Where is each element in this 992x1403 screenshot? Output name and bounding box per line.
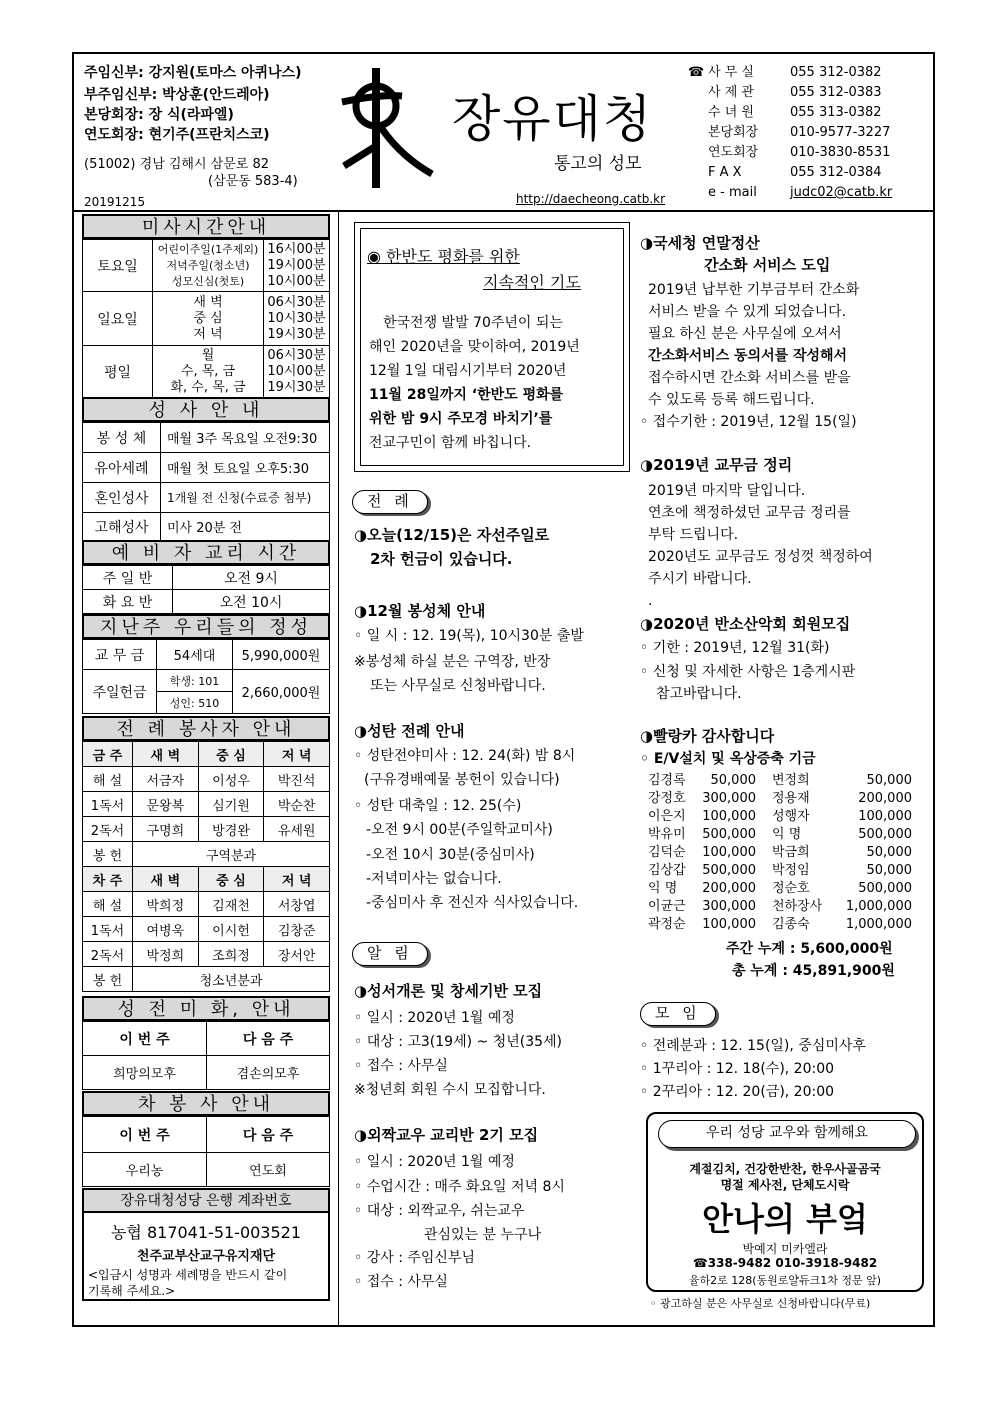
donor-amount: 100,000 xyxy=(858,809,912,824)
donor-amount: 1,000,000 xyxy=(845,899,912,914)
ad-shop-name: 안나의 부엌 xyxy=(702,1200,868,1238)
bank-title: 장유대청성당 은행 계좌번호 xyxy=(82,1188,330,1213)
mass-time: 16시00분 xyxy=(267,241,326,257)
contact-value: 055 313-0382 xyxy=(790,105,882,120)
donor-amount: 50,000 xyxy=(710,773,756,788)
contact-value: 010-3830-8531 xyxy=(790,145,891,160)
server-name: 구명희 xyxy=(133,817,199,842)
mass-name: 월 xyxy=(201,347,215,363)
donor-name: 김경록 xyxy=(648,773,686,788)
servers-header: 저 녁 xyxy=(264,742,330,767)
donor-name: 정순호 xyxy=(772,881,810,896)
mass-name: 화, 수, 목, 금 xyxy=(170,379,246,395)
sacrament-name: 고해성사 xyxy=(83,513,161,541)
server-name: 서금자 xyxy=(133,767,199,792)
cumulative-total: 총 누계 : 45,891,900원 xyxy=(732,963,895,979)
ad-line: 계절김치, 건강한반찬, 한우사골곰국 xyxy=(689,1162,881,1176)
ad-note: ◦ 광고하실 분은 사무실로 신청바랍니다(무료) xyxy=(650,1297,871,1310)
prayer-line: 12월 1일 대림시기부터 2020년 xyxy=(369,363,567,379)
server-role: 2독서 xyxy=(83,817,133,842)
contact-label: 사 무 실 xyxy=(708,65,754,80)
liturgy-pill: 전 례 xyxy=(352,490,428,514)
servers-header: 중 심 xyxy=(198,742,264,767)
server-name: 박희정 xyxy=(133,892,199,917)
mass-day: 토요일 xyxy=(83,240,153,292)
donor-amount: 100,000 xyxy=(702,845,756,860)
hiking-line: ◦ 기한 : 2019년, 12월 31(화) xyxy=(640,640,830,656)
donor-name: 이은지 xyxy=(648,809,686,824)
bible-class-title: ◑성서개론 및 창세기반 모집 xyxy=(354,982,543,1000)
next-week-value: 연도회 xyxy=(207,1153,330,1187)
page-subtitle: 통고의 성모 xyxy=(554,154,642,174)
class-time: 오전 10시 xyxy=(173,590,330,614)
donor-row xyxy=(648,844,756,862)
church-logo-icon xyxy=(340,66,460,196)
donor-row xyxy=(648,826,756,844)
tax-line: 수 있도록 등록 해드립니다. xyxy=(648,392,815,408)
catechumen-title: 예 비 자 교리 시간 xyxy=(82,540,330,565)
prayer-line: 해인 2020년을 맞이하여, 2019년 xyxy=(369,339,580,355)
pastor-line: 본당회장: 장 식(라파엘) xyxy=(84,107,234,123)
hiking-line: ◦ 신청 및 자세한 사항은 1층게시판 xyxy=(640,664,856,680)
mass-time: 19시30분 xyxy=(267,326,326,342)
donor-name: 이균근 xyxy=(648,899,686,914)
mass-name: 저 녁 xyxy=(193,326,223,342)
server-name: 김재천 xyxy=(198,892,264,917)
this-week-value: 희망의모후 xyxy=(83,1056,207,1090)
contact-value: 055 312-0382 xyxy=(790,65,882,80)
contact-value: 010-9577-3227 xyxy=(790,125,891,140)
bank-note xyxy=(88,1267,328,1299)
donor-amount: 500,000 xyxy=(702,827,756,842)
bible-class-line: ◦ 대상 : 고3(19세) ~ 청년(35세) xyxy=(354,1034,563,1050)
tithe-title: ◑2019년 교무금 정리 xyxy=(640,456,793,474)
sacrament-info: 1개월 전 신청(수료증 첨부) xyxy=(161,483,330,513)
server-role: 1독서 xyxy=(83,917,133,942)
mass-times-title: 미사시간안내 xyxy=(82,214,330,239)
tax-line: 필요 하신 분은 사무실에 오셔서 xyxy=(648,326,842,342)
communion-line: ◦ 일 시 : 12. 19(목), 10시30분 출발 xyxy=(354,628,584,644)
mass-time: 10시00분 xyxy=(267,273,326,289)
server-group: 청소년분과 xyxy=(133,967,330,992)
donor-amount: 500,000 xyxy=(702,863,756,878)
mass-time: 19시30분 xyxy=(267,379,326,395)
donor-row xyxy=(772,826,912,844)
catechumen-table xyxy=(82,565,330,614)
address-line2: (삼문동 583-4) xyxy=(208,174,298,189)
adult-count: 성인: 510 xyxy=(157,692,233,714)
contact-label: 본당회장 xyxy=(708,125,759,140)
contact-value: 055 312-0383 xyxy=(790,85,882,100)
server-role: 2독서 xyxy=(83,942,133,967)
bank-note-line: 기록해 주세요.> xyxy=(88,1284,176,1298)
donor-row xyxy=(648,862,756,880)
servers-title: 전 례 봉사자 안내 xyxy=(82,716,330,741)
bank-note-line: <입금시 성명과 세례명을 반드시 같이 xyxy=(88,1268,288,1282)
servers-header: 중 심 xyxy=(198,867,264,892)
servers-header: 차 주 xyxy=(83,867,133,892)
mass-name: 새 벽 xyxy=(193,294,223,310)
contact-label: 연도회장 xyxy=(708,145,759,160)
christmas-line: -오전 9시 00분(주일학교미사) xyxy=(366,822,553,838)
meetings-pill: 모 임 xyxy=(640,1002,716,1026)
donor-name: 천하장사 xyxy=(772,899,823,914)
ad-owner: 박예지 미카엘라 xyxy=(742,1242,828,1256)
ad-address: 율하2로 128(동원로얄듀크1차 정문 앞) xyxy=(688,1274,882,1287)
christmas-line: -중심미사 후 전신자 식사있습니다. xyxy=(366,895,579,911)
donor-amount: 50,000 xyxy=(866,845,912,860)
server-name: 박정희 xyxy=(133,942,199,967)
student-count: 학생: 101 xyxy=(157,670,233,692)
charity-sunday-line: 2차 헌금이 있습니다. xyxy=(370,550,513,568)
donor-name: 박유미 xyxy=(648,827,686,842)
communion-line: 또는 사무실로 신청바랍니다. xyxy=(370,678,546,694)
tax-line: 서비스 받을 수 있게 되었습니다. xyxy=(648,304,847,320)
tax-line: 2019년 납부한 기부금부터 간소화 xyxy=(648,282,860,298)
offering-table xyxy=(82,639,330,714)
donor-name: 박정임 xyxy=(772,863,810,878)
mass-time: 19시00분 xyxy=(267,257,326,273)
donor-name: 익 명 xyxy=(648,881,678,896)
mass-time: 10시00분 xyxy=(267,363,326,379)
contact-label: 사 제 관 xyxy=(708,85,754,100)
donor-name: 박금희 xyxy=(772,845,810,860)
sacrament-name: 봉 성 체 xyxy=(83,423,161,453)
christmas-line: ◦ 성탄 대축일 : 12. 25(수) xyxy=(354,798,522,814)
communion-line: ※봉성체 하실 분은 구역장, 반장 xyxy=(354,654,551,670)
donor-amount: 1,000,000 xyxy=(845,917,912,932)
sacrament-info: 매월 첫 토요일 오후5:30 xyxy=(161,453,330,483)
server-name: 심기원 xyxy=(198,792,264,817)
prayer-box xyxy=(354,222,630,472)
notice-pill: 알 림 xyxy=(352,942,428,966)
servers-table xyxy=(82,741,330,992)
donor-name: 성행자 xyxy=(772,809,810,824)
donor-row xyxy=(648,790,756,808)
donor-row xyxy=(648,772,756,790)
server-name: 박순찬 xyxy=(264,792,330,817)
next-week-label: 다 음 주 xyxy=(207,1022,330,1056)
flowers-table xyxy=(82,1021,330,1090)
server-name: 이성우 xyxy=(198,767,264,792)
mixed-faith-line: ◦ 일시 : 2020년 1월 예정 xyxy=(354,1154,515,1170)
server-role: 봉 헌 xyxy=(83,967,133,992)
this-week-label: 이 번 주 xyxy=(83,1117,207,1153)
donor-name: 정용재 xyxy=(772,791,810,806)
offering-title: 지난주 우리들의 정성 xyxy=(82,614,330,639)
ad-header: 우리 성당 교우와 함께해요 xyxy=(658,1120,916,1148)
mass-day: 일요일 xyxy=(83,292,153,346)
donor-name: 변정희 xyxy=(772,773,810,788)
donor-amount: 50,000 xyxy=(866,863,912,878)
mixed-faith-line: ◦ 대상 : 외짝교우, 쉬는교우 xyxy=(354,1203,525,1219)
donor-name: 강정호 xyxy=(648,791,686,806)
server-name: 장서안 xyxy=(264,942,330,967)
tax-body xyxy=(640,279,860,433)
hiking-title: ◑2020년 반소산악회 회원모집 xyxy=(640,615,851,633)
next-week-label: 다 음 주 xyxy=(207,1117,330,1153)
tea-table xyxy=(82,1116,330,1187)
mass-time: 10시30분 xyxy=(267,310,326,326)
mass-name: 저녁주일(청소년) xyxy=(166,258,250,272)
bible-class-line: ◦ 접수 : 사무실 xyxy=(354,1058,448,1074)
ad-line: 명절 제사전, 단체도시락 xyxy=(720,1178,850,1192)
bank-holder: 천주교부산교구유지재단 xyxy=(136,1249,276,1264)
donor-name: 곽정순 xyxy=(648,917,686,932)
christmas-line: (구유경배예물 봉헌이 있습니다) xyxy=(364,772,560,788)
donor-row xyxy=(772,772,912,790)
mixed-faith-line: ◦ 접수 : 사무실 xyxy=(354,1274,448,1290)
pastor-line: 연도회장: 현기주(프란치스코) xyxy=(84,127,270,143)
tithe-line: 부탁 드립니다. xyxy=(648,527,739,543)
prayer-title: ◉ 한반도 평화를 위한 xyxy=(367,247,520,266)
christmas-line: -저녁미사는 없습니다. xyxy=(366,871,502,887)
server-role: 해 설 xyxy=(83,892,133,917)
issue-date: 20191215 xyxy=(84,195,146,209)
sacrament-table xyxy=(82,422,330,541)
donor-row xyxy=(648,916,756,934)
this-week-value: 우리농 xyxy=(83,1153,207,1187)
donor-amount: 100,000 xyxy=(702,917,756,932)
thanks-title: ◑빨랑카 감사합니다 xyxy=(640,727,775,745)
mass-time: 06시30분 xyxy=(267,294,326,310)
server-name: 조희정 xyxy=(198,942,264,967)
address-line1: (51002) 경남 김해시 삼문로 82 xyxy=(84,157,270,172)
tithe-line: . xyxy=(648,593,653,609)
tithe-label: 교 무 금 xyxy=(83,640,157,670)
tithe-line: 2019년 마지막 달입니다. xyxy=(648,483,806,499)
sacrament-name: 유아세례 xyxy=(83,453,161,483)
bible-class-line: ◦ 일시 : 2020년 1월 예정 xyxy=(354,1010,515,1026)
donor-name: 김종숙 xyxy=(772,917,810,932)
prayer-line: 전교구민이 함께 바칩니다. xyxy=(369,435,532,451)
server-group: 구역분과 xyxy=(133,842,330,867)
donor-amount: 50,000 xyxy=(866,773,912,788)
sunday-offering-amount: 2,660,000원 xyxy=(233,670,330,714)
this-week-label: 이 번 주 xyxy=(83,1022,207,1056)
mixed-faith-line: ◦ 수업시간 : 매주 화요일 저녁 8시 xyxy=(354,1179,565,1195)
server-name: 김창준 xyxy=(264,917,330,942)
column-divider xyxy=(338,212,339,1327)
next-week-value: 겸손의모후 xyxy=(207,1056,330,1090)
donor-name: 김덕순 xyxy=(648,845,686,860)
mixed-faith-line: ◦ 강사 : 주임신부님 xyxy=(354,1250,475,1266)
class-name: 화 요 반 xyxy=(83,590,173,614)
prayer-title-2: 지속적인 기도 xyxy=(483,273,581,292)
server-name: 박진석 xyxy=(264,767,330,792)
contact-label: e - mail xyxy=(708,185,757,200)
server-role: 1독서 xyxy=(83,792,133,817)
servers-header: 새 벽 xyxy=(133,742,199,767)
server-role: 봉 헌 xyxy=(83,842,133,867)
donor-row xyxy=(648,880,756,898)
donor-amount: 300,000 xyxy=(702,899,756,914)
tax-line: ◦ 접수기한 : 2019년, 12월 15(일) xyxy=(640,414,857,430)
donor-list-right xyxy=(772,772,912,934)
tax-line: 간소화서비스 동의서를 작성해서 xyxy=(648,348,848,364)
mass-name: 성모신심(첫토) xyxy=(171,274,245,288)
email-link[interactable]: judc02@catb.kr xyxy=(790,185,893,200)
server-name: 여병욱 xyxy=(133,917,199,942)
tithe-line: 2020년도 교무금도 정성껏 책정하여 xyxy=(648,549,873,565)
tax-title-2: 간소화 서비스 도입 xyxy=(704,256,831,274)
sunday-offering-label: 주일헌금 xyxy=(83,670,157,714)
mass-time: 06시30분 xyxy=(267,347,326,363)
ad-box xyxy=(646,1112,924,1292)
meeting-line: ◦ 전례분과 : 12. 15(일), 중심미사후 xyxy=(640,1038,866,1054)
bible-class-line: ※청년회 회원 수시 모집합니다. xyxy=(354,1082,546,1098)
bank-account: 농협 817041-51-003521 xyxy=(110,1223,302,1242)
contact-label: 수 녀 원 xyxy=(708,105,754,120)
servers-header: 새 벽 xyxy=(133,867,199,892)
contact-label: F A X xyxy=(708,165,742,180)
sacrament-info: 매월 3주 목요일 오전9:30 xyxy=(161,423,330,453)
prayer-body xyxy=(369,311,625,455)
communion-title: ◑12월 봉성체 안내 xyxy=(354,602,486,620)
mass-name: 어린이주일(1주제외) xyxy=(157,242,259,256)
sacrament-title: 성 사 안 내 xyxy=(82,397,330,422)
donor-row xyxy=(772,898,912,916)
donor-amount: 200,000 xyxy=(702,881,756,896)
class-time: 오전 9시 xyxy=(173,566,330,590)
donor-amount: 500,000 xyxy=(858,881,912,896)
server-name: 서창엽 xyxy=(264,892,330,917)
bank-box xyxy=(82,1213,330,1301)
donor-amount: 100,000 xyxy=(702,809,756,824)
christmas-line: ◦ 성탄전야미사 : 12. 24(화) 밤 8시 xyxy=(354,748,576,764)
sacrament-name: 혼인성사 xyxy=(83,483,161,513)
hiking-line: 참고바랍니다. xyxy=(656,686,742,702)
server-name: 유세원 xyxy=(264,817,330,842)
mixed-faith-line: 관심있는 분 누구나 xyxy=(424,1227,542,1243)
flowers-title: 성 전 미 화, 안내 xyxy=(82,996,330,1021)
donor-amount: 200,000 xyxy=(858,791,912,806)
donor-row xyxy=(772,916,912,934)
thanks-subtitle: ◦ E/V설치 및 옥상증축 기금 xyxy=(640,751,816,767)
mass-day: 평일 xyxy=(83,346,153,398)
donor-row xyxy=(772,790,912,808)
page-title: 장유대청 xyxy=(452,90,654,148)
tax-title: ◑국세청 연말정산 xyxy=(640,234,760,252)
prayer-line: 위한 밤 9시 주모경 바치기’를 xyxy=(369,411,553,427)
donor-row xyxy=(772,862,912,880)
mixed-faith-title: ◑외짝교우 교리반 2기 모집 xyxy=(354,1126,539,1144)
phone-icon: ☎ xyxy=(688,65,705,80)
meeting-line: ◦ 2꾸리아 : 12. 20(금), 20:00 xyxy=(640,1084,835,1100)
tithe-count: 54세대 xyxy=(157,640,233,670)
server-name: 문왕복 xyxy=(133,792,199,817)
christmas-line: -오전 10시 30분(중심미사) xyxy=(366,847,535,863)
mass-name: 수, 목, 금 xyxy=(180,363,236,379)
servers-header: 저 녁 xyxy=(264,867,330,892)
mass-times-table xyxy=(82,239,330,398)
tithe-amount: 5,990,000원 xyxy=(233,640,330,670)
contact-value: 055 312-0384 xyxy=(790,165,882,180)
server-name: 이시헌 xyxy=(198,917,264,942)
prayer-line: 11월 28일까지 ‘한반도 평화를 xyxy=(369,387,564,403)
website-link[interactable]: http://daecheong.catb.kr xyxy=(516,192,666,206)
tea-title: 차 봉 사 안내 xyxy=(82,1091,330,1116)
mass-name: 중 심 xyxy=(193,310,223,326)
weekly-total: 주간 누계 : 5,600,000원 xyxy=(726,941,893,957)
donor-row xyxy=(772,880,912,898)
prayer-line: 한국전쟁 발발 70주년이 되는 xyxy=(383,315,563,331)
tax-line: 접수하시면 간소화 서비스를 받을 xyxy=(648,370,851,386)
donor-row xyxy=(648,808,756,826)
server-role: 해 설 xyxy=(83,767,133,792)
meeting-line: ◦ 1꾸리아 : 12. 18(수), 20:00 xyxy=(640,1061,835,1077)
donor-row xyxy=(648,898,756,916)
donor-name: 김상갑 xyxy=(648,863,686,878)
pastor-line: 주임신부: 강지원(토마스 아퀴나스) xyxy=(84,65,302,81)
pastor-line: 부주임신부: 박상훈(안드레아) xyxy=(84,87,270,103)
donor-name: 익 명 xyxy=(772,827,802,842)
donor-amount: 300,000 xyxy=(702,791,756,806)
donor-amount: 500,000 xyxy=(858,827,912,842)
tithe-line: 주시기 바랍니다. xyxy=(648,571,752,587)
donor-row xyxy=(772,808,912,826)
charity-sunday-title: ◑오늘(12/15)은 자선주일로 xyxy=(354,526,550,544)
tithe-line: 연초에 책정하셨던 교무금 정리를 xyxy=(648,505,851,521)
server-name: 방경완 xyxy=(198,817,264,842)
tithe-body xyxy=(648,480,873,612)
ad-phone: ☎338-9482 010-3918-9482 xyxy=(692,1256,878,1270)
donor-list-left xyxy=(648,772,756,934)
donor-row xyxy=(772,844,912,862)
christmas-title: ◑성탄 전례 안내 xyxy=(354,722,465,740)
sacrament-info: 미사 20분 전 xyxy=(161,513,330,541)
servers-header: 금 주 xyxy=(83,742,133,767)
class-name: 주 일 반 xyxy=(83,566,173,590)
